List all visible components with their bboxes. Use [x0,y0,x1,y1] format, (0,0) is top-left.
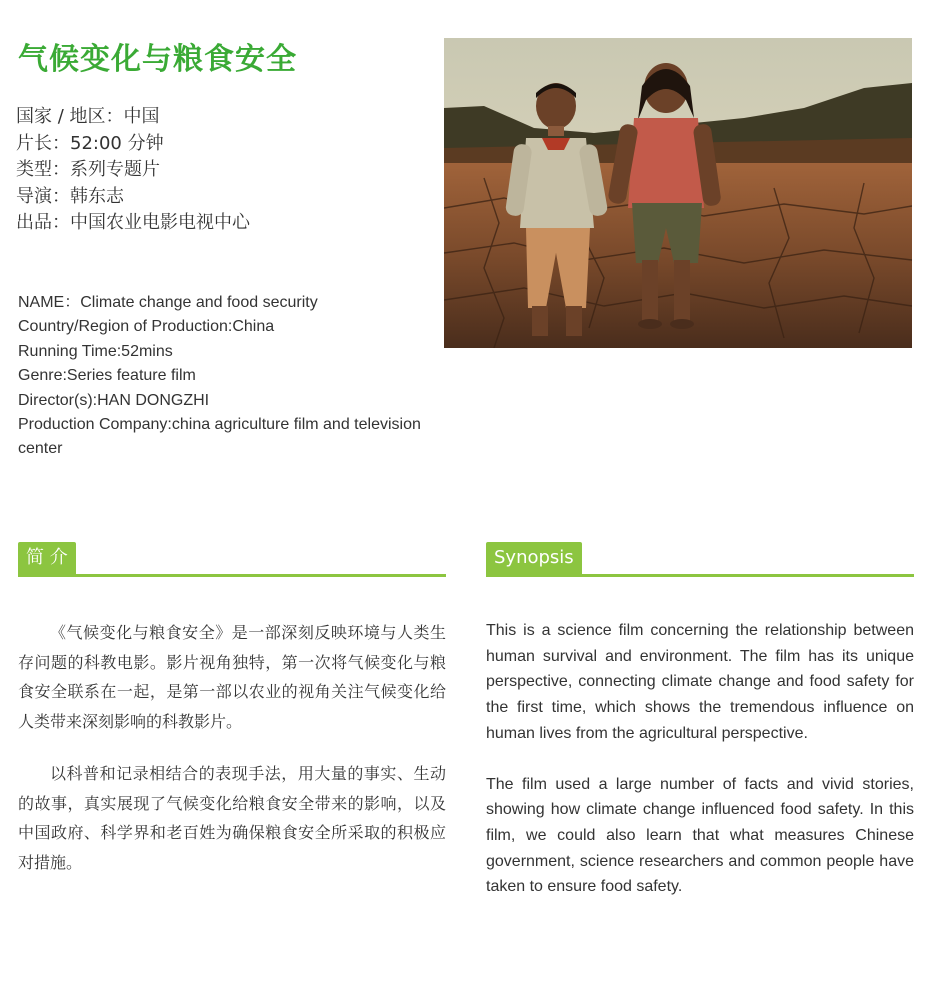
film-still-photo [444,38,912,348]
zh-info-producer: 出品：中国农业电影电视中心 [16,212,250,233]
en-synopsis [486,618,914,925]
zh-synopsis [18,618,446,900]
film-still-illustration [444,38,912,348]
en-info-genre: Genre:Series feature film [18,367,196,385]
en-info-country: Country/Region of Production:China [18,318,275,336]
en-info-runtime: Running Time:52mins [18,342,173,360]
en-info-director: Director(s):HAN DONGZHI [18,391,210,409]
zh-section-header [18,542,446,578]
english-info-block [18,291,448,462]
en-synopsis-paragraph: The film used a large number of facts and vivid stories, showing how climate change influenced food safety. In this film, we could also learn that what measures Chinese government, science researchers and common people have taken to ensure food safety. [486,775,914,896]
chinese-info-block [16,104,250,237]
zh-section-label: 简 介 [18,542,76,574]
en-section-header [486,542,914,578]
en-section-label: Synopsis [486,542,582,574]
zh-info-genre: 类型：系列专题片 [16,159,160,180]
zh-info-director: 导演：韩东志 [16,185,124,207]
zh-section-divider [18,574,446,577]
zh-info-country: 国家 / 地区：中国 [16,106,160,127]
en-info-company: Production Company:china agriculture film and television center [18,416,421,458]
zh-synopsis-paragraph: 《气候变化与粮食安全》是一部深刻反映环境与人类生存问题的科教电影。影片视角独特，第一次将气候变化与粮食安全联系在一起，是第一部以农业的视角关注气候变化给人类带来深刻影响的科教影片。 [18,623,446,731]
film-title: 气候变化与粮食安全 [18,42,297,77]
zh-info-runtime: 片长：52:00 分钟 [16,132,164,154]
en-synopsis-paragraph: This is a science film concerning the relationship between human survival and environment. The film has its unique perspective, connecting climate change and food safety for the first time, which shows the tremendous influence on human lives from the agricultural perspective. [486,622,914,742]
en-section-divider [486,574,914,577]
en-info-name: NAME：Climate change and food security [18,294,318,311]
zh-synopsis-paragraph: 以科普和记录相结合的表现手法，用大量的事实、生动的故事，真实展现了气候变化给粮食安全带来的影响，以及中国政府、科学界和老百姓为确保粮食安全所采取的积极应对措施。 [18,764,446,872]
